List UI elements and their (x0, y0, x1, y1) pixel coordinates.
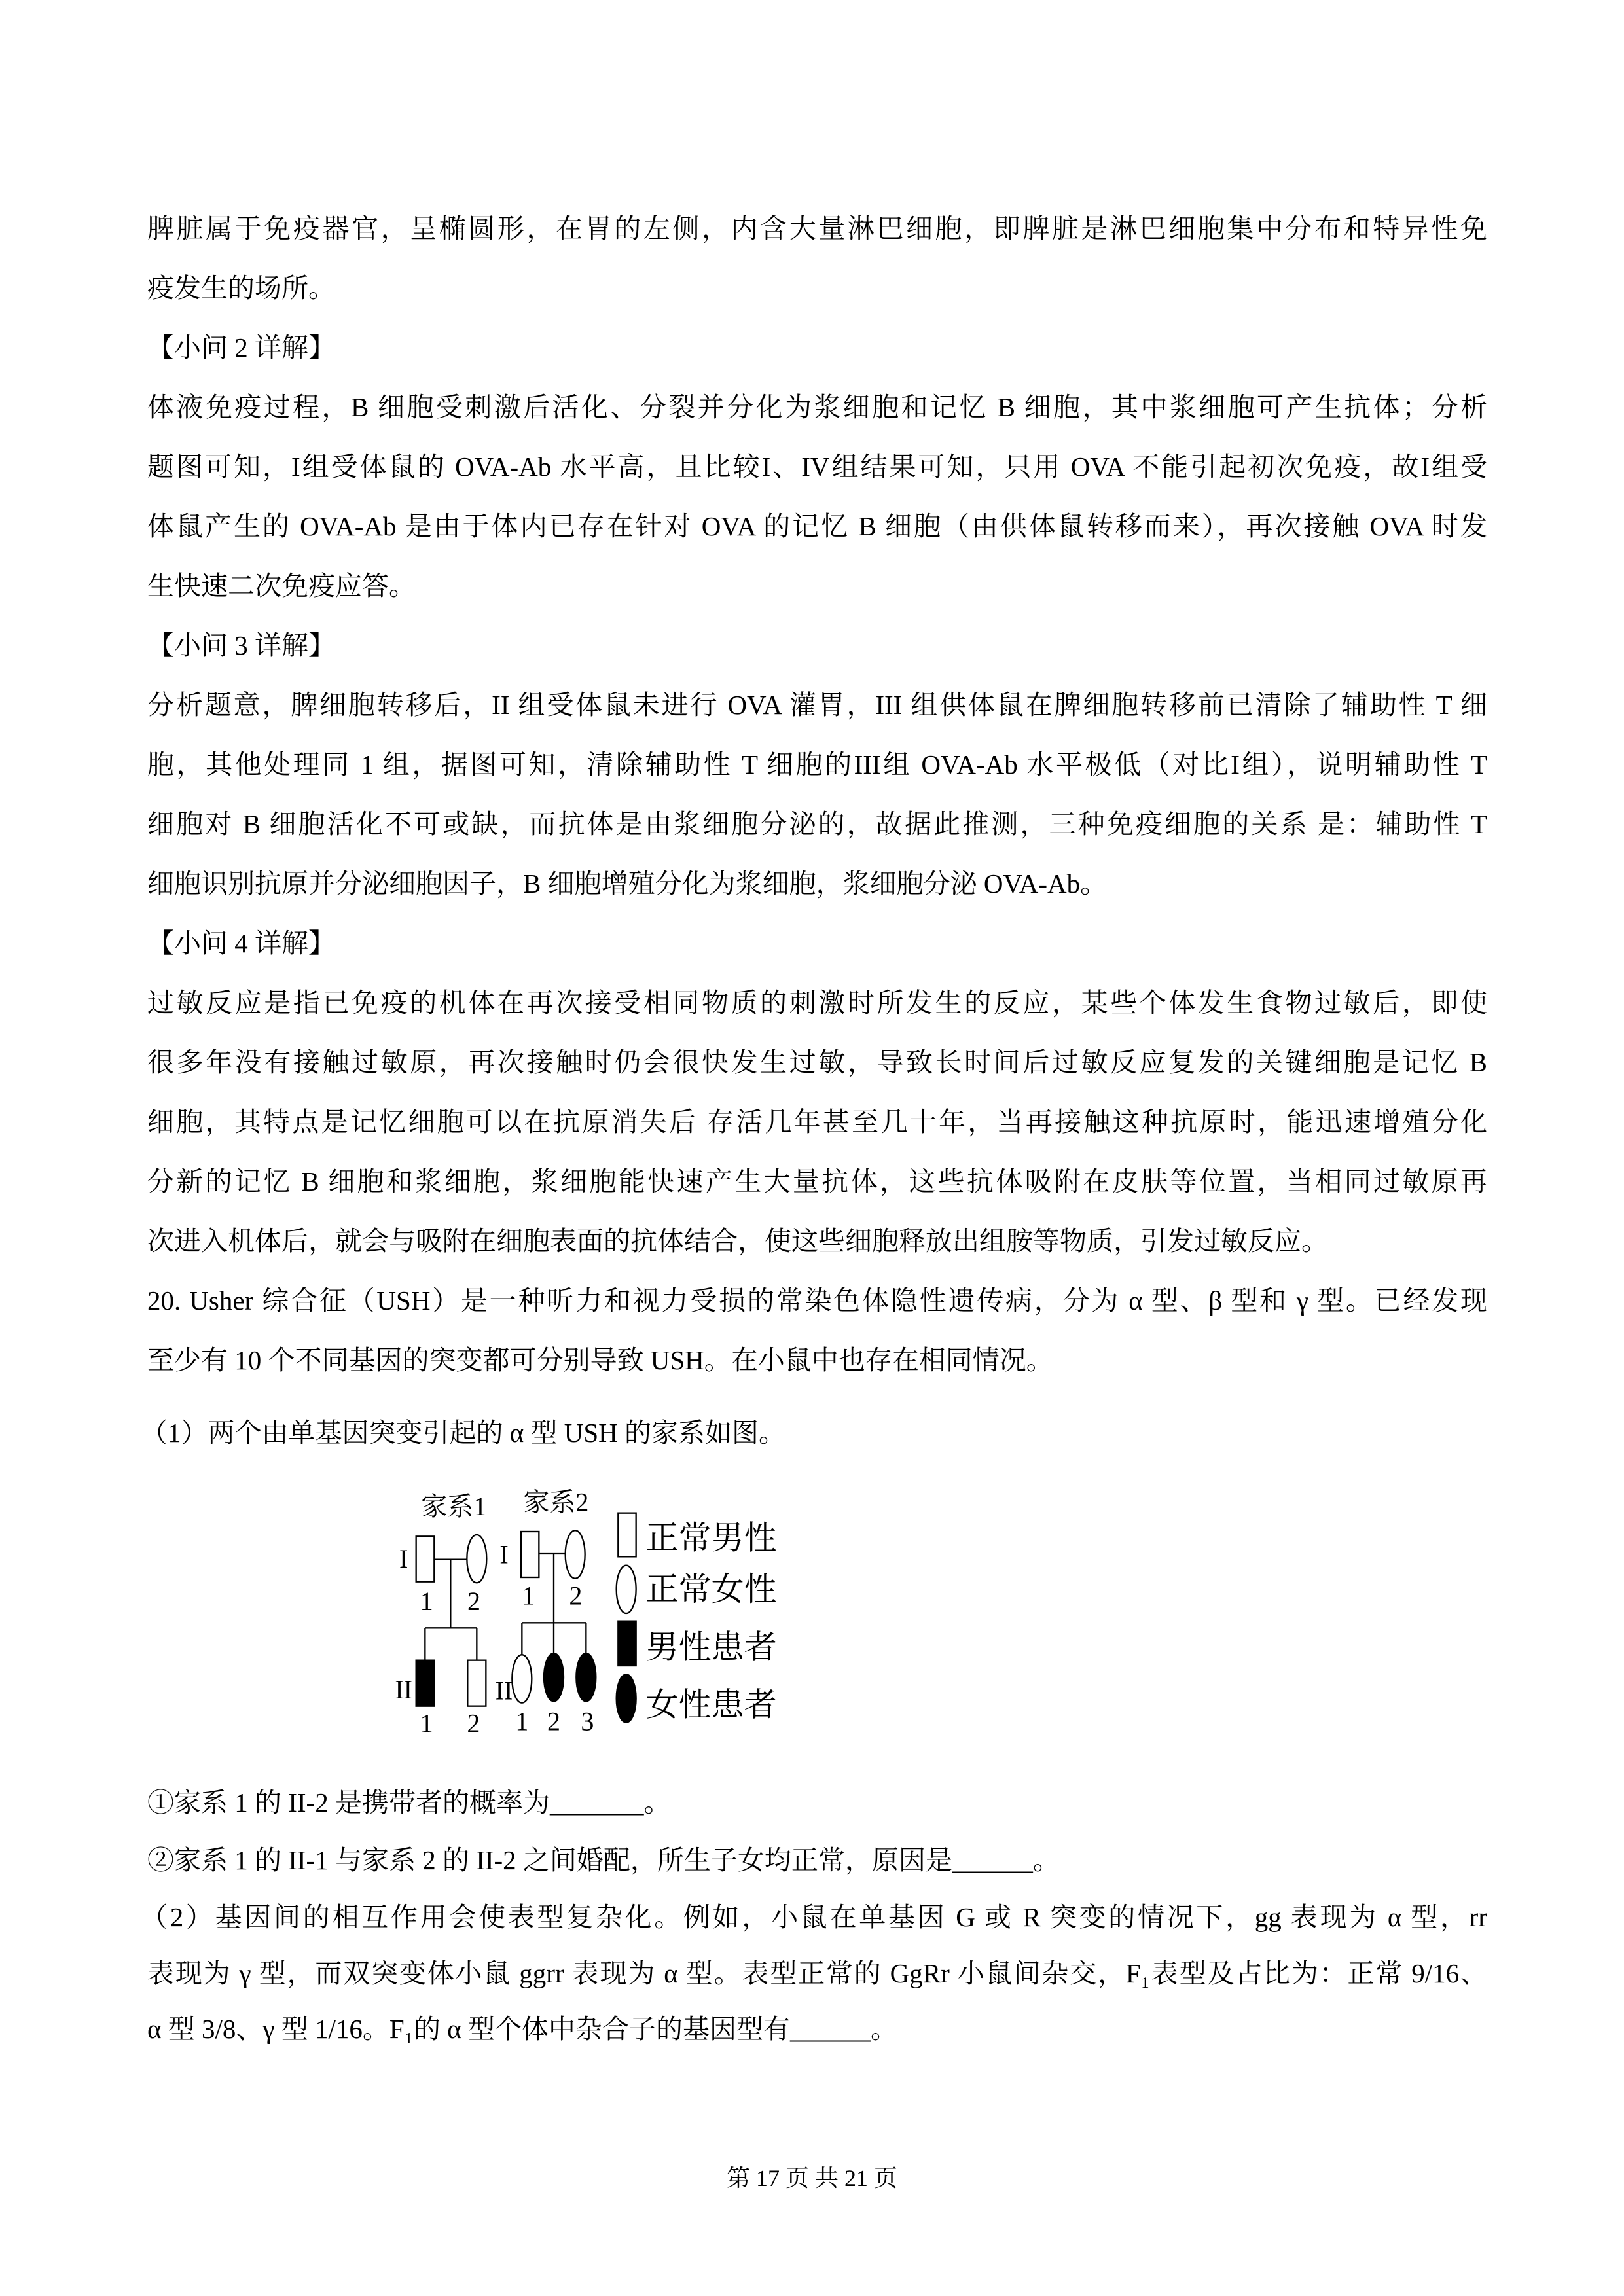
family1-title: 家系1 (421, 1492, 487, 1521)
text-line: 细胞对 B 细胞活化不可或缺，而抗体是由浆细胞分泌的，故据此推测，三种免疫细胞的关系 是：辅助性 T (147, 809, 1487, 839)
individual-number: 2 (467, 1708, 480, 1738)
f2-i1-normal-male (521, 1532, 539, 1577)
text-line: 细胞识别抗原并分泌细胞因子，B 细胞增殖分化为浆细胞，浆细胞分泌 OVA-Ab。 (147, 869, 1108, 899)
legend-affected-male-icon (618, 1621, 636, 1666)
f1-ii1-affected-male (416, 1660, 435, 1706)
f2-ii3-affected-female (576, 1653, 596, 1701)
individual-number: 1 (522, 1581, 535, 1611)
legend-label: 女性患者 (645, 1686, 777, 1723)
individual-number: 2 (569, 1581, 583, 1611)
pedigree-figure (131, 1466, 982, 1767)
section-heading: 【小问 2 详解】 (147, 332, 335, 363)
legend-normal-male-icon (618, 1513, 636, 1557)
f1-i2-normal-female (467, 1535, 486, 1583)
text-line: 细胞，其特点是记忆细胞可以在抗原消失后 存活几年甚至几十年，当再接触这种抗原时，能迅速增殖分化 (147, 1107, 1487, 1137)
text-line: 题图可知，I组受体鼠的 OVA-Ab 水平高，且比较I、IV组结果可知，只用 OVA 不能引起初次免疫，故I组受 (147, 452, 1487, 482)
f1-i1-normal-male (416, 1536, 435, 1581)
text-line: 分新的记忆 B 细胞和浆细胞，浆细胞能快速产生大量抗体，这些抗体吸附在皮肤等位置，当相同过敏原再 (147, 1166, 1487, 1196)
f2-ii2-affected-female (544, 1653, 564, 1701)
page-footer: 第 17 页 共 21 页 (726, 2165, 897, 2191)
text-line: 疫发生的场所。 (147, 273, 335, 303)
text-line: 分析题意，脾细胞转移后，II 组受体鼠未进行 OVA 灌胃，III 组供体鼠在脾细胞转移前已清除了辅助性 T 细 (147, 690, 1487, 720)
individual-number: 2 (467, 1587, 480, 1616)
individual-number: 1 (420, 1587, 433, 1616)
question-blank-3: α 型 3/8、γ 型 1/16。F₁的 α 型个体中杂合子的基因型有______。 (147, 2014, 897, 2044)
legend-label: 男性患者 (645, 1628, 777, 1666)
family2-title: 家系2 (523, 1487, 589, 1517)
section-heading: 【小问 3 详解】 (147, 630, 335, 660)
generation-label: II (495, 1676, 513, 1706)
f2-i2-normal-female (566, 1530, 585, 1578)
individual-number: 1 (515, 1706, 529, 1736)
text-line: 次进入机体后，就会与吸附在细胞表面的抗体结合，使这些细胞释放出组胺等物质，引发过敏反应。 (147, 1226, 1328, 1256)
text-line: 体鼠产生的 OVA-Ab 是由于体内已存在针对 OVA 的记忆 B 细胞（由供体鼠转移而来），再次接触 OVA 时发 (147, 511, 1487, 541)
f2-ii1-normal-female (512, 1655, 532, 1702)
section-heading: 【小问 4 详解】 (147, 928, 335, 958)
individual-number: 3 (581, 1706, 594, 1736)
text-line: 脾脏属于免疫器官，呈椭圆形，在胃的左侧，内含大量淋巴细胞，即脾脏是淋巴细胞集中分布和特异性免 (147, 213, 1487, 243)
text-line: 过敏反应是指已免疫的机体在再次接受相同物质的刺激时所发生的反应，某些个体发生食物过敏后，即使 (147, 988, 1487, 1018)
question-20: 20. Usher 综合征（USH）是一种听力和视力受损的常染色体隐性遗传病，分为 α 型、β 型和 γ 型。已经发现 (147, 1285, 1487, 1316)
question-blank-1: ①家系 1 的 II-2 是携带者的概率为_______。 (147, 1787, 671, 1818)
legend-label: 正常男性 (645, 1519, 777, 1556)
legend-normal-female-icon (617, 1566, 636, 1613)
text-line: 胞，其他处理同 1 组，据图可知，清除辅助性 T 细胞的III组 OVA-Ab 水平极低（对比I组），说明辅助性 T (147, 749, 1487, 780)
text-line: 表现为 γ 型，而双突变体小鼠 ggrr 表现为 α 型。表型正常的 GgRr 小鼠间杂交，F₁表型及占比为：正常 9/16、 (147, 1958, 1487, 1988)
generation-label: II (395, 1675, 412, 1704)
f1-ii2-normal-male (467, 1660, 486, 1706)
legend-label: 正常女性 (645, 1571, 777, 1607)
generation-label: I (399, 1544, 408, 1573)
question-blank-2: ②家系 1 的 II-1 与家系 2 的 II-2 之间婚配，所生子女均正常，原因是______。 (147, 1845, 1060, 1875)
sub-question-1: （1）两个由单基因突变引起的 α 型 USH 的家系如图。 (141, 1418, 785, 1448)
text-line: 至少有 10 个不同基因的突变都可分别导致 USH。在小鼠中也存在相同情况。 (147, 1345, 1053, 1375)
text-line: 体液免疫过程，B 细胞受刺激后活化、分裂并分化为浆细胞和记忆 B 细胞，其中浆细胞可产生抗体；分析 (147, 392, 1487, 422)
text-line: 生快速二次免疫应答。 (147, 571, 416, 601)
sub-question-2: （2）基因间的相互作用会使表型复杂化。例如，小鼠在单基因 G 或 R 突变的情况下，gg 表现为 α 型，rr (141, 1902, 1487, 1932)
generation-label: I (499, 1539, 509, 1570)
text-line: 很多年没有接触过敏原，再次接触时仍会很快发生过敏，导致长时间后过敏反应复发的关键细胞是记忆 B (147, 1047, 1487, 1077)
individual-number: 2 (547, 1706, 560, 1736)
legend-affected-female-icon (617, 1674, 636, 1722)
individual-number: 1 (420, 1708, 433, 1738)
